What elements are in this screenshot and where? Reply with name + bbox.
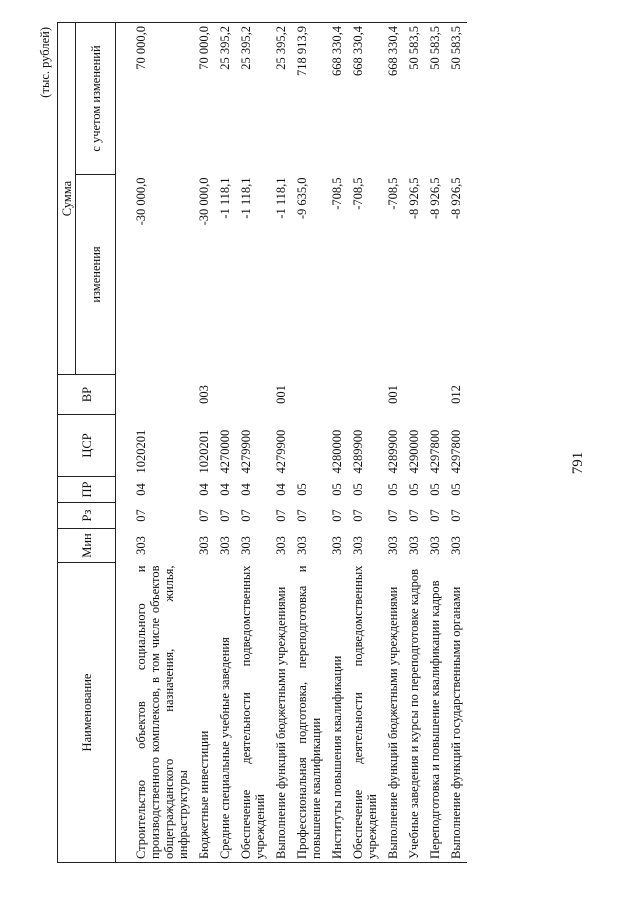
cell-min: 303 bbox=[274, 536, 288, 555]
cell-csr bbox=[292, 415, 327, 477]
cell-csr: 4280000 bbox=[330, 429, 344, 474]
cell-vr: 001 bbox=[386, 385, 400, 404]
cell-name: Переподготовка и повышение квалификации кадров bbox=[428, 580, 442, 859]
cell-vr bbox=[236, 375, 271, 415]
table-row bbox=[446, 23, 467, 863]
table-row bbox=[292, 23, 327, 863]
header-pr: ПР bbox=[58, 477, 116, 503]
cell-change: -1 118,1 bbox=[218, 177, 232, 219]
cell-total: 50 583,5 bbox=[428, 26, 442, 70]
cell-csr: 4279900 bbox=[274, 429, 288, 474]
cell-min: 303 bbox=[134, 536, 148, 555]
table-row bbox=[215, 23, 236, 863]
cell-min: 303 bbox=[218, 536, 232, 555]
table-row bbox=[194, 23, 215, 863]
cell-csr: 4290000 bbox=[407, 429, 421, 474]
cell-name: Учебные заведения и курсы по переподготовке кадров bbox=[407, 569, 421, 859]
cell-pr: 05 bbox=[407, 483, 421, 496]
table-row bbox=[348, 23, 383, 863]
cell-name: Институты повышения квалификации bbox=[330, 655, 344, 859]
cell-total: 25 395,2 bbox=[274, 26, 288, 70]
header-with-changes: с учетом изменений bbox=[76, 23, 116, 175]
cell-vr: 001 bbox=[274, 385, 288, 404]
cell-pr: 05 bbox=[295, 483, 309, 496]
cell-rz: 07 bbox=[134, 509, 148, 522]
cell-rz: 07 bbox=[239, 509, 253, 522]
cell-total: 25 395,2 bbox=[218, 26, 232, 70]
header-change: изменения bbox=[76, 175, 116, 375]
cell-rz: 07 bbox=[274, 509, 288, 522]
cell-min: 303 bbox=[386, 536, 400, 555]
cell-csr: 4289900 bbox=[351, 429, 365, 474]
header-sum: Сумма bbox=[58, 23, 76, 375]
cell-vr bbox=[215, 375, 236, 415]
cell-total: 25 395,2 bbox=[239, 26, 253, 70]
table-row bbox=[327, 23, 348, 863]
cell-change: -1 118,1 bbox=[239, 177, 253, 219]
cell-rz: 07 bbox=[449, 509, 463, 522]
cell-min: 303 bbox=[428, 536, 442, 555]
cell-pr: 05 bbox=[330, 483, 344, 496]
unit-label: (тыс. рублей) bbox=[38, 27, 52, 98]
cell-pr: 05 bbox=[428, 483, 442, 496]
cell-change: -8 926,5 bbox=[449, 177, 463, 220]
header-rz: Рз bbox=[58, 503, 116, 529]
header-name: Наименование bbox=[58, 563, 116, 863]
cell-csr: 4297800 bbox=[428, 429, 442, 474]
cell-name: Средние специальные учебные заведения bbox=[218, 637, 232, 859]
cell-change: -30 000,0 bbox=[134, 177, 148, 226]
table-row bbox=[236, 23, 271, 863]
cell-rz: 07 bbox=[197, 509, 211, 522]
cell-name: Строительство объектов социального и производственного комплексов, в том числе объектов общегражданского назначения, жилья, инфраструктуры bbox=[134, 565, 190, 859]
cell-total: 668 330,4 bbox=[386, 26, 400, 76]
header-min: Мин bbox=[58, 529, 116, 563]
cell-change: -8 926,5 bbox=[407, 177, 421, 220]
cell-name: Выполнение функций государственными органами bbox=[449, 586, 463, 859]
table-row bbox=[404, 23, 425, 863]
cell-vr bbox=[327, 375, 348, 415]
page-number: 791 bbox=[570, 451, 586, 475]
cell-rz: 07 bbox=[386, 509, 400, 522]
cell-change: -708,5 bbox=[330, 177, 344, 210]
table-row bbox=[271, 23, 292, 863]
cell-pr: 04 bbox=[218, 483, 232, 496]
cell-rz: 07 bbox=[407, 509, 421, 522]
cell-pr: 05 bbox=[351, 483, 365, 496]
header-csr: ЦСР bbox=[58, 415, 116, 477]
cell-name: Бюджетные инвестиции bbox=[197, 730, 211, 859]
cell-pr: 05 bbox=[449, 483, 463, 496]
cell-name: Обеспечение деятельности подведомственных учреждений bbox=[239, 565, 267, 859]
table-body bbox=[116, 23, 468, 863]
cell-csr: 4270000 bbox=[218, 429, 232, 474]
cell-vr bbox=[348, 375, 383, 415]
table-row bbox=[116, 23, 195, 863]
cell-change: -708,5 bbox=[386, 177, 400, 210]
cell-vr bbox=[116, 375, 195, 415]
cell-total: 50 583,5 bbox=[407, 26, 421, 70]
cell-pr: 05 bbox=[386, 483, 400, 496]
cell-pr: 04 bbox=[134, 483, 148, 496]
cell-name: Выполнение функций бюджетными учреждениями bbox=[274, 586, 288, 859]
cell-min: 303 bbox=[330, 536, 344, 555]
cell-min: 303 bbox=[407, 536, 421, 555]
cell-total: 668 330,4 bbox=[351, 26, 365, 76]
cell-rz: 07 bbox=[428, 509, 442, 522]
cell-rz: 07 bbox=[218, 509, 232, 522]
cell-change: -708,5 bbox=[351, 177, 365, 210]
cell-name: Выполнение функций бюджетными учреждениями bbox=[386, 586, 400, 859]
cell-name: Обеспечение деятельности подведомственных учреждений bbox=[351, 565, 379, 859]
cell-pr: 04 bbox=[239, 483, 253, 496]
cell-total: 70 000,0 bbox=[197, 26, 211, 70]
cell-change: -1 118,1 bbox=[274, 177, 288, 219]
cell-vr bbox=[425, 375, 446, 415]
cell-min: 303 bbox=[239, 536, 253, 555]
cell-min: 303 bbox=[295, 536, 309, 555]
cell-change: -8 926,5 bbox=[428, 177, 442, 220]
cell-rz: 07 bbox=[295, 509, 309, 522]
cell-min: 303 bbox=[197, 536, 211, 555]
table-row bbox=[383, 23, 404, 863]
cell-rz: 07 bbox=[351, 509, 365, 522]
cell-csr: 4289900 bbox=[386, 429, 400, 474]
rotated-page bbox=[35, 23, 615, 863]
cell-rz: 07 bbox=[330, 509, 344, 522]
cell-min: 303 bbox=[351, 536, 365, 555]
cell-total: 70 000,0 bbox=[134, 26, 148, 70]
cell-total: 668 330,4 bbox=[330, 26, 344, 76]
cell-vr bbox=[292, 375, 327, 415]
cell-change: -9 635,0 bbox=[295, 177, 309, 220]
cell-pr: 04 bbox=[197, 483, 211, 496]
cell-change: -30 000,0 bbox=[197, 177, 211, 226]
budget-table bbox=[57, 22, 467, 863]
cell-csr: 1020201 bbox=[197, 429, 211, 474]
cell-pr: 04 bbox=[274, 483, 288, 496]
table-row bbox=[425, 23, 446, 863]
cell-vr bbox=[404, 375, 425, 415]
cell-total: 718 913,9 bbox=[295, 26, 309, 76]
cell-total: 50 583,5 bbox=[449, 26, 463, 70]
header-vr: ВР bbox=[58, 375, 116, 415]
cell-vr: 012 bbox=[449, 385, 463, 404]
cell-min: 303 bbox=[449, 536, 463, 555]
cell-vr: 003 bbox=[197, 385, 211, 404]
cell-csr: 4297800 bbox=[449, 429, 463, 474]
cell-csr: 1020201 bbox=[134, 429, 148, 474]
cell-csr: 4279900 bbox=[239, 429, 253, 474]
cell-name: Профессиональная подготовка, переподготовка и повышение квалификации bbox=[295, 565, 323, 859]
